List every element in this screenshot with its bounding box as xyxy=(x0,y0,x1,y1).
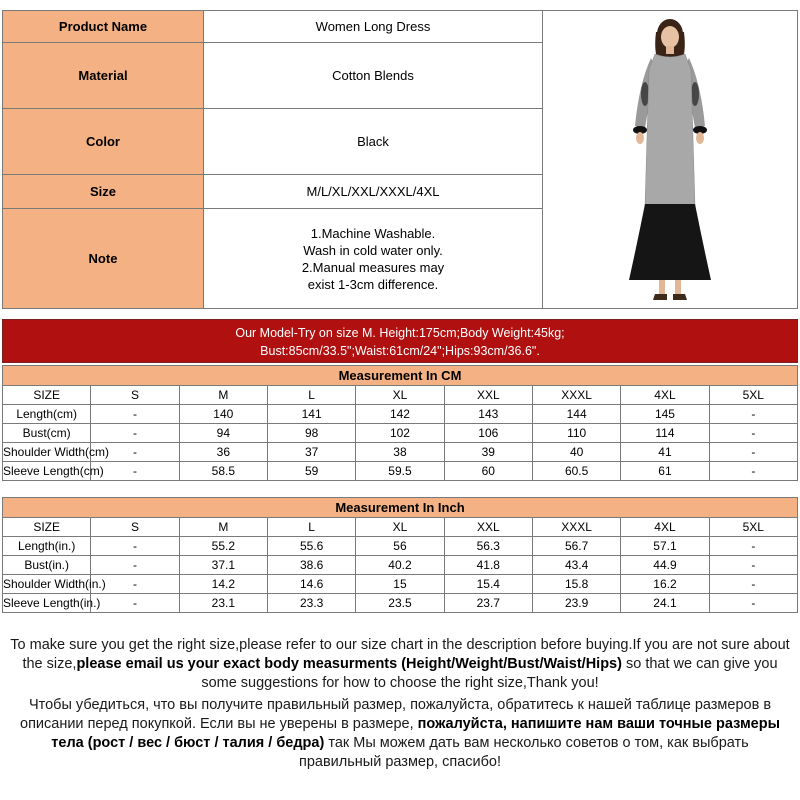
russian-note-text-end: так Мы можем дать вам несколько советов о том, как выбрать правильный размер, спасибо! xyxy=(298,735,749,770)
size-column-header: 5XL xyxy=(709,518,797,537)
product-info-table xyxy=(2,10,798,309)
measurement-row-label: Sleeve Length(in.) xyxy=(3,594,91,613)
english-note xyxy=(10,636,790,693)
measurement-cell: - xyxy=(91,575,179,594)
measurement-cell: 58.5 xyxy=(179,462,267,481)
note-line: exist 1-3cm difference. xyxy=(307,276,439,292)
inch-table-title: Measurement In Inch xyxy=(3,498,798,518)
note-line: 2.Manual measures may xyxy=(301,259,445,275)
measurement-row-label: Shoulder Width(in.) xyxy=(3,575,91,594)
measurement-cell: 44.9 xyxy=(621,556,709,575)
measurement-cell: 56.7 xyxy=(532,537,620,556)
table-row xyxy=(3,462,798,481)
measurement-cell: - xyxy=(91,405,179,424)
size-column-header: S xyxy=(91,386,179,405)
size-column-label: SIZE xyxy=(3,386,91,405)
product-row-name xyxy=(3,11,798,43)
size-column-header: XL xyxy=(356,518,444,537)
measurement-cell: 56 xyxy=(356,537,444,556)
measurement-cell: - xyxy=(709,575,797,594)
measurement-cell: 15 xyxy=(356,575,444,594)
measurement-cell: 94 xyxy=(179,424,267,443)
table-row xyxy=(3,405,798,424)
size-column-header: L xyxy=(267,518,355,537)
material-label: Material xyxy=(3,43,204,109)
color-value: Black xyxy=(204,109,543,175)
measurement-cell: 140 xyxy=(179,405,267,424)
measurement-cell: 60.5 xyxy=(532,462,620,481)
measurement-cell: 15.8 xyxy=(532,575,620,594)
model-banner-line1: Our Model-Try on size M. Height:175cm;Body Weight:45kg; xyxy=(235,326,565,340)
size-column-header: XXL xyxy=(444,386,532,405)
note-line: 1.Machine Washable. xyxy=(310,225,436,241)
measurement-cell: 59.5 xyxy=(356,462,444,481)
measurement-cell: 40.2 xyxy=(356,556,444,575)
size-label: Size xyxy=(3,175,204,209)
measurement-row-label: Length(in.) xyxy=(3,537,91,556)
note-label: Note xyxy=(3,209,204,309)
measurement-cell: 59 xyxy=(267,462,355,481)
measurement-cell: 106 xyxy=(444,424,532,443)
measurement-cell: 39 xyxy=(444,443,532,462)
size-column-header: S xyxy=(91,518,179,537)
size-column-header: 4XL xyxy=(621,386,709,405)
russian-note-bold: пожалуйста, напишите нам ваши точные размеры тела (рост / вес / бюст / талия / бедра) xyxy=(51,716,780,751)
measurement-cell: 15.4 xyxy=(444,575,532,594)
cm-table-title: Measurement In CM xyxy=(3,366,798,386)
measurement-cell: 40 xyxy=(532,443,620,462)
measurement-cell: 37 xyxy=(267,443,355,462)
measurement-cm-table xyxy=(2,365,798,481)
measurement-cell: 57.1 xyxy=(621,537,709,556)
measurement-cell: 60 xyxy=(444,462,532,481)
measurement-cell: - xyxy=(709,405,797,424)
measurement-inch-table xyxy=(2,497,798,613)
cm-table-body xyxy=(3,386,798,481)
note-line: Wash in cold water only. xyxy=(303,242,443,258)
measurement-cell: - xyxy=(709,424,797,443)
measurement-cell: 14.6 xyxy=(267,575,355,594)
material-value: Cotton Blends xyxy=(204,43,543,109)
size-column-header: 4XL xyxy=(621,518,709,537)
table-row xyxy=(3,443,798,462)
measurement-cell: 41 xyxy=(621,443,709,462)
size-header-row xyxy=(3,386,798,405)
english-note-text: To make sure you get the right size,please refer to our size chart in the description before buying.If you are not sure about the size, xyxy=(10,637,790,672)
english-note-text-end: so that we can give you some suggestions for how to choose the right size,Thank you! xyxy=(201,656,778,691)
size-header-row xyxy=(3,518,798,537)
measurement-cell: 23.7 xyxy=(444,594,532,613)
model-photo-cell xyxy=(543,11,798,309)
model-banner-line2: Bust:85cm/33.5";Waist:61cm/24";Hips:93cm/36.6". xyxy=(260,344,540,358)
measurement-cell: 38 xyxy=(356,443,444,462)
measurement-cell: 36 xyxy=(179,443,267,462)
measurement-cell: 23.9 xyxy=(532,594,620,613)
product-name-value: Women Long Dress xyxy=(204,11,543,43)
measurement-row-label: Shoulder Width(cm) xyxy=(3,443,91,462)
size-column-header: 5XL xyxy=(709,386,797,405)
measurement-cell: 38.6 xyxy=(267,556,355,575)
measurement-row-label: Length(cm) xyxy=(3,405,91,424)
measurement-row-label: Bust(in.) xyxy=(3,556,91,575)
size-advice-notes xyxy=(10,636,790,772)
english-note-bold: please email us your exact body measurments (Height/Weight/Bust/Waist/Hips) xyxy=(76,656,622,672)
inch-table-body xyxy=(3,518,798,613)
measurement-cell: - xyxy=(91,443,179,462)
measurement-cell: 145 xyxy=(621,405,709,424)
measurement-cell: 37.1 xyxy=(179,556,267,575)
measurement-cell: 23.5 xyxy=(356,594,444,613)
measurement-cell: - xyxy=(709,537,797,556)
measurement-cell: 56.3 xyxy=(444,537,532,556)
measurement-cell: - xyxy=(91,556,179,575)
size-column-header: L xyxy=(267,386,355,405)
measurement-cell: 143 xyxy=(444,405,532,424)
size-column-header: M xyxy=(179,386,267,405)
measurement-cell: - xyxy=(709,594,797,613)
measurement-cell: 114 xyxy=(621,424,709,443)
measurement-cell: 61 xyxy=(621,462,709,481)
measurement-row-label: Bust(cm) xyxy=(3,424,91,443)
measurement-cell: 23.3 xyxy=(267,594,355,613)
measurement-cell: - xyxy=(709,556,797,575)
measurement-cell: 23.1 xyxy=(179,594,267,613)
measurement-cell: - xyxy=(91,537,179,556)
measurement-cell: 41.8 xyxy=(444,556,532,575)
measurement-cell: 55.6 xyxy=(267,537,355,556)
measurement-cell: 24.1 xyxy=(621,594,709,613)
size-value: M/L/XL/XXL/XXXL/4XL xyxy=(204,175,543,209)
measurement-cell: - xyxy=(709,462,797,481)
russian-note xyxy=(10,696,790,772)
measurement-cell: 14.2 xyxy=(179,575,267,594)
dress-model-photo-icon xyxy=(595,14,745,306)
measurement-cell: 110 xyxy=(532,424,620,443)
size-column-header: M xyxy=(179,518,267,537)
model-try-on-banner xyxy=(2,319,798,363)
measurement-cell: 102 xyxy=(356,424,444,443)
measurement-cell: 98 xyxy=(267,424,355,443)
note-value xyxy=(204,209,543,309)
color-label: Color xyxy=(3,109,204,175)
measurement-cell: - xyxy=(91,424,179,443)
russian-note-text: Чтобы убедиться, что вы получите правильный размер, пожалуйста, обратитесь к нашей таблице размеров в описании перед покупкой. Если вы не уверены в размере, xyxy=(20,697,772,732)
measurement-cell: 141 xyxy=(267,405,355,424)
table-row xyxy=(3,594,798,613)
product-name-label: Product Name xyxy=(3,11,204,43)
measurement-cell: 142 xyxy=(356,405,444,424)
table-row xyxy=(3,556,798,575)
table-row xyxy=(3,424,798,443)
measurement-cell: - xyxy=(91,462,179,481)
table-row xyxy=(3,575,798,594)
table-row xyxy=(3,537,798,556)
size-column-header: XXL xyxy=(444,518,532,537)
measurement-cell: 16.2 xyxy=(621,575,709,594)
measurement-cell: 144 xyxy=(532,405,620,424)
measurement-cell: 43.4 xyxy=(532,556,620,575)
size-column-label: SIZE xyxy=(3,518,91,537)
measurement-cell: 55.2 xyxy=(179,537,267,556)
size-column-header: XXXL xyxy=(532,386,620,405)
size-column-header: XL xyxy=(356,386,444,405)
measurement-cell: - xyxy=(91,594,179,613)
size-column-header: XXXL xyxy=(532,518,620,537)
measurement-row-label: Sleeve Length(cm) xyxy=(3,462,91,481)
measurement-cell: - xyxy=(709,443,797,462)
